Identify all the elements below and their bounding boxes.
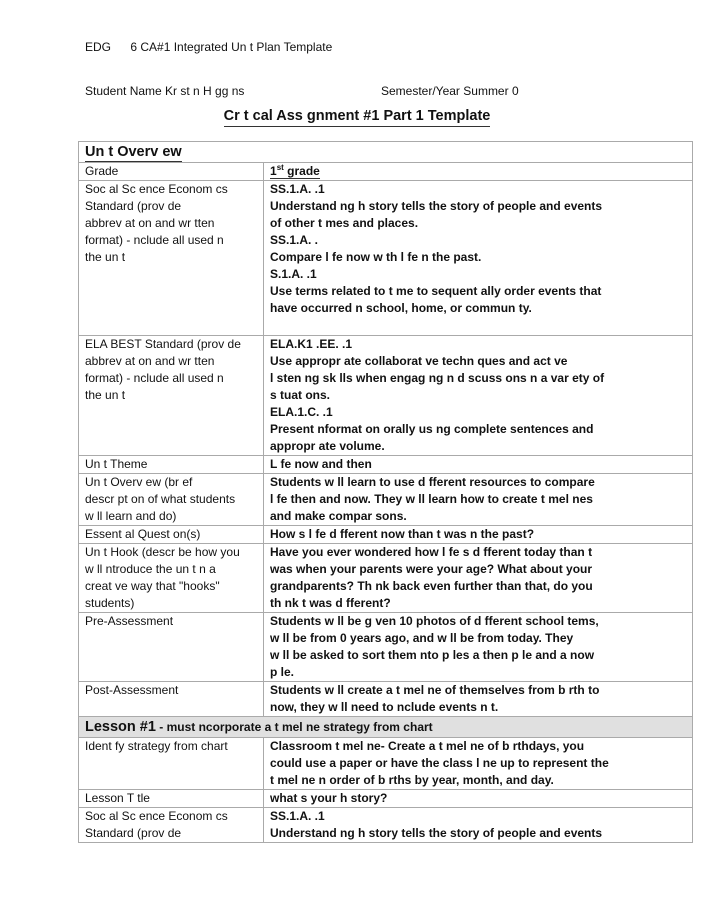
row-value: Students w ll learn to use d fferent resources to compare l fe then and now. They w ll learn how to create t mel nes and make compar sons. bbox=[264, 474, 693, 526]
row-label: Soc al Sc ence Econom cs Standard (prov de bbox=[79, 808, 264, 843]
row-value: Students w ll be g ven 10 photos of d fferent school tems, w ll be from 0 years ago, and w ll be from today. They w ll be asked to sort them nto p les a then p le and a now p le. bbox=[264, 613, 693, 682]
row-value: Students w ll create a t mel ne of themselves from b rth to now, they w ll need to nclude events n t. bbox=[264, 682, 693, 717]
row-label: Post-Assessment bbox=[79, 682, 264, 717]
row-label: Lesson T tle bbox=[79, 790, 264, 808]
row-label: ELA BEST Standard (prov de abbrev at on and wr tten format) - nclude all used n the un t bbox=[79, 336, 264, 456]
section-lesson-1 bbox=[79, 717, 693, 738]
lesson-title: Lesson #1 bbox=[85, 719, 156, 735]
row-value: Have you ever wondered how l fe s d fferent today than t was when your parents were your age? What about your grandparents? Th nk back even further than that, do you th nk t was d fferent? bbox=[264, 544, 693, 613]
section-title: Un t Overv ew bbox=[85, 144, 182, 160]
row-label: Ident fy strategy from chart bbox=[79, 738, 264, 790]
row-unit-theme bbox=[79, 456, 693, 474]
row-value: SS.1.A. .1 Understand ng h story tells the story of people and events bbox=[264, 808, 693, 843]
lesson-subtitle: - must ncorporate a t mel ne strategy from chart bbox=[155, 720, 433, 734]
row-value: SS.1.A. .1 Understand ng h story tells the story of people and events of other t mes and places. SS.1.A. . Compare l fe now w th l fe n the past. S.1.A. .1 Use terms related to t me to sequent ally order events that have occurred n school, home, or commun ty. bbox=[264, 181, 693, 336]
semester-year: Semester/Year Summer 0 bbox=[381, 84, 519, 98]
document-header bbox=[85, 40, 332, 54]
row-strategy bbox=[79, 738, 693, 790]
student-name: Student Name Kr st n H gg ns bbox=[85, 84, 245, 98]
row-label: Un t Theme bbox=[79, 456, 264, 474]
row-label: Un t Overv ew (br ef descr pt on of what students w ll learn and do) bbox=[79, 474, 264, 526]
row-value: 1st grade bbox=[264, 163, 693, 181]
page-title: Cr t cal Ass gnment #1 Part 1 Template bbox=[0, 108, 714, 124]
row-ss-standard bbox=[79, 181, 693, 336]
row-unit-overview bbox=[79, 474, 693, 526]
row-value: what s your h story? bbox=[264, 790, 693, 808]
course-code: EDG bbox=[85, 40, 112, 54]
row-value: L fe now and then bbox=[264, 456, 693, 474]
row-ela-standard bbox=[79, 336, 693, 456]
row-label: Grade bbox=[79, 163, 264, 181]
row-essential-question bbox=[79, 526, 693, 544]
row-value: How s l fe d fferent now than t was n the past? bbox=[264, 526, 693, 544]
row-label: Soc al Sc ence Econom cs Standard (prov de abbrev at on and wr tten format) - nclude all used n the un t bbox=[79, 181, 264, 336]
row-grade bbox=[79, 163, 693, 181]
unit-plan-table bbox=[78, 141, 693, 843]
row-unit-hook bbox=[79, 544, 693, 613]
row-post-assessment bbox=[79, 682, 693, 717]
row-value: ELA.K1 .EE. .1 Use appropr ate collaborat ve techn ques and act ve l sten ng sk lls when engag ng n d scuss ons n a var ety of s tuat ons. ELA.1.C. .1 Present nformat on orally us ng complete sentences and appropr ate volume. bbox=[264, 336, 693, 456]
row-label: Un t Hook (descr be how you w ll ntroduce the un t n a creat ve way that "hooks" students) bbox=[79, 544, 264, 613]
document-title: 6 CA#1 Integrated Un t Plan Template bbox=[130, 40, 333, 54]
row-ss-standard-2 bbox=[79, 808, 693, 843]
row-label: Essent al Quest on(s) bbox=[79, 526, 264, 544]
section-unit-overview bbox=[79, 142, 693, 163]
row-value: Classroom t mel ne- Create a t mel ne of b rthdays, you could use a paper or have the class l ne up to represent the t mel ne n order of b rths by year, month, and day. bbox=[264, 738, 693, 790]
row-lesson-title bbox=[79, 790, 693, 808]
row-pre-assessment bbox=[79, 613, 693, 682]
row-label: Pre-Assessment bbox=[79, 613, 264, 682]
